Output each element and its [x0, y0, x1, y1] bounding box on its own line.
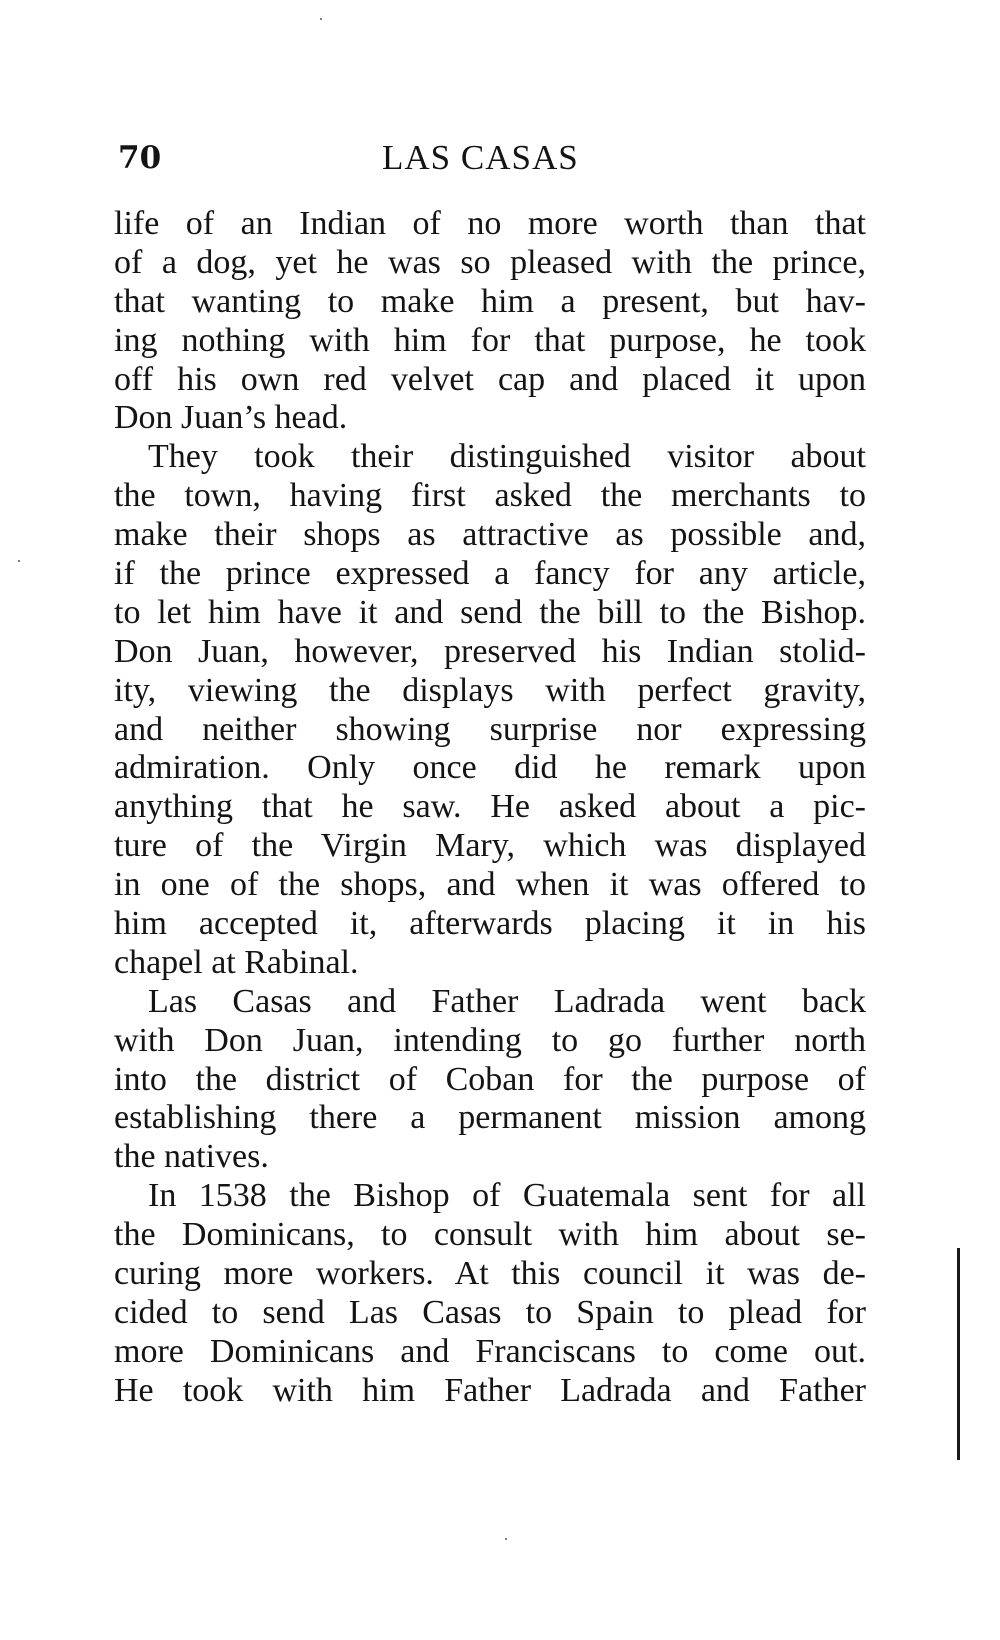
text-line: him accepted it, afterwards placing it in his	[114, 905, 866, 943]
text-line: that wanting to make him a present, but hav-	[114, 282, 866, 320]
text-line: life of an Indian of no more worth than that	[114, 205, 866, 242]
running-head	[118, 138, 863, 178]
text-line: the town, having first asked the merchants to	[114, 477, 866, 515]
scan-speck	[505, 1538, 507, 1540]
text-line: Las Casas and Father Ladrada went back	[148, 982, 866, 1020]
text-line: Don Juan, however, preserved his Indian stolid-	[114, 632, 866, 670]
body-text	[114, 205, 866, 1411]
text-line: in one of the shops, and when it was offered to	[114, 866, 866, 904]
text-line: chapel at Rabinal.	[114, 943, 359, 981]
text-line: ture of the Virgin Mary, which was displayed	[114, 827, 866, 865]
text-line: to let him have it and send the bill to the Bishop.	[114, 593, 866, 631]
text-line: if the prince expressed a fancy for any article,	[114, 555, 866, 593]
scan-speck	[320, 18, 322, 20]
page-number: 70	[118, 140, 162, 176]
text-line: more Dominicans and Franciscans to come out.	[114, 1332, 866, 1370]
running-title: LAS CASAS	[382, 138, 579, 177]
text-line: the natives.	[114, 1138, 269, 1176]
text-line: admiration. Only once did he remark upon	[114, 749, 866, 787]
text-line: the Dominicans, to consult with him about se-	[114, 1216, 866, 1254]
text-line: with Don Juan, intending to go further north	[114, 1021, 866, 1059]
text-line: into the district of Coban for the purpose of	[114, 1060, 866, 1098]
text-line: They took their distinguished visitor about	[148, 438, 866, 476]
scan-speck	[18, 560, 20, 562]
text-line: off his own red velvet cap and placed it upon	[114, 360, 866, 398]
text-line: and neither showing surprise nor expressing	[114, 710, 866, 748]
page-edge-mark	[957, 1248, 960, 1460]
text-line: ity, viewing the displays with perfect gravity,	[114, 671, 866, 709]
text-line: In 1538 the Bishop of Guatemala sent for all	[148, 1177, 866, 1215]
text-line: cided to send Las Casas to Spain to plead for	[114, 1293, 866, 1331]
text-line: He took with him Father Ladrada and Father	[114, 1371, 866, 1409]
text-line: of a dog, yet he was so pleased with the prince,	[114, 243, 866, 281]
text-line: anything that he saw. He asked about a pic-	[114, 788, 866, 826]
text-line: make their shops as attractive as possible and,	[114, 516, 866, 554]
text-line: Don Juan’s head.	[114, 399, 348, 437]
text-line: curing more workers. At this council it was de-	[114, 1255, 866, 1293]
text-line: ing nothing with him for that purpose, he took	[114, 321, 866, 359]
text-line: establishing there a permanent mission among	[114, 1099, 866, 1137]
